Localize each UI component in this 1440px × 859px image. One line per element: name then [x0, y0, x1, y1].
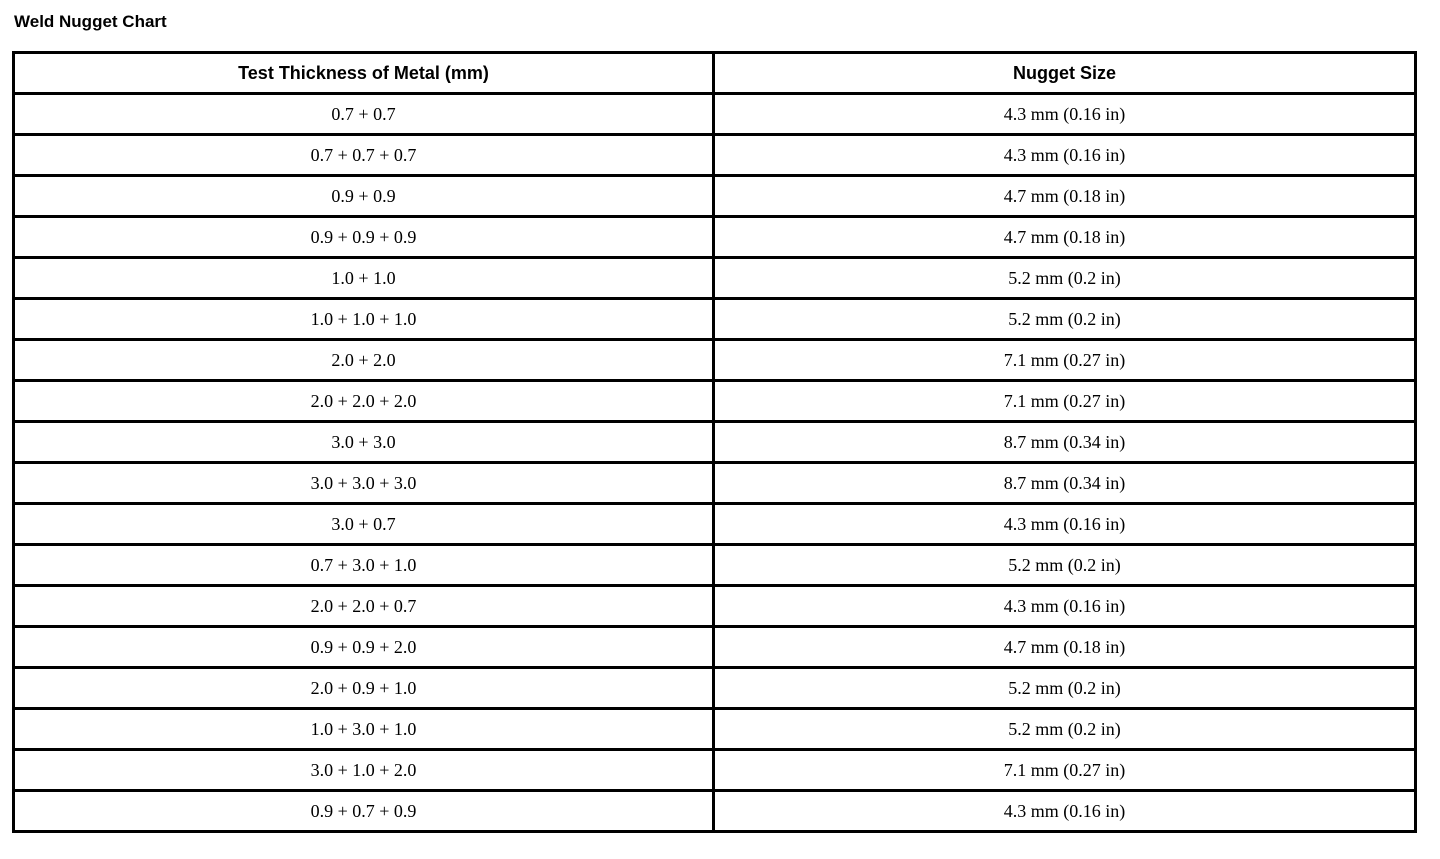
table-row — [14, 709, 1416, 750]
cell-test-thickness: 0.9 + 0.9 + 2.0 — [14, 627, 714, 668]
cell-nugget-size: 4.3 mm (0.16 in) — [714, 791, 1416, 832]
cell-nugget-size: 4.3 mm (0.16 in) — [714, 94, 1416, 135]
table-row — [14, 340, 1416, 381]
table-row — [14, 217, 1416, 258]
column-header-nugget-size: Nugget Size — [714, 53, 1416, 94]
cell-test-thickness: 1.0 + 1.0 — [14, 258, 714, 299]
cell-nugget-size: 5.2 mm (0.2 in) — [714, 299, 1416, 340]
cell-test-thickness: 0.9 + 0.9 + 0.9 — [14, 217, 714, 258]
table-row — [14, 422, 1416, 463]
cell-test-thickness: 1.0 + 1.0 + 1.0 — [14, 299, 714, 340]
cell-test-thickness: 2.0 + 2.0 + 0.7 — [14, 586, 714, 627]
cell-nugget-size: 4.3 mm (0.16 in) — [714, 586, 1416, 627]
page-title: Weld Nugget Chart — [14, 12, 167, 31]
cell-test-thickness: 2.0 + 2.0 — [14, 340, 714, 381]
cell-nugget-size: 4.7 mm (0.18 in) — [714, 176, 1416, 217]
cell-nugget-size: 8.7 mm (0.34 in) — [714, 422, 1416, 463]
table-row — [14, 258, 1416, 299]
table-row — [14, 668, 1416, 709]
cell-test-thickness: 0.9 + 0.7 + 0.9 — [14, 791, 714, 832]
cell-test-thickness: 3.0 + 1.0 + 2.0 — [14, 750, 714, 791]
table-row — [14, 176, 1416, 217]
cell-nugget-size: 7.1 mm (0.27 in) — [714, 750, 1416, 791]
cell-nugget-size: 7.1 mm (0.27 in) — [714, 340, 1416, 381]
cell-test-thickness: 0.7 + 0.7 — [14, 94, 714, 135]
table-row — [14, 135, 1416, 176]
table-header-row — [14, 53, 1416, 94]
cell-nugget-size: 7.1 mm (0.27 in) — [714, 381, 1416, 422]
cell-test-thickness: 2.0 + 2.0 + 2.0 — [14, 381, 714, 422]
table-row — [14, 545, 1416, 586]
cell-test-thickness: 2.0 + 0.9 + 1.0 — [14, 668, 714, 709]
cell-test-thickness: 0.7 + 0.7 + 0.7 — [14, 135, 714, 176]
table-row — [14, 791, 1416, 832]
cell-nugget-size: 5.2 mm (0.2 in) — [714, 258, 1416, 299]
cell-nugget-size: 4.7 mm (0.18 in) — [714, 217, 1416, 258]
cell-nugget-size: 4.3 mm (0.16 in) — [714, 504, 1416, 545]
cell-test-thickness: 3.0 + 3.0 — [14, 422, 714, 463]
cell-nugget-size: 5.2 mm (0.2 in) — [714, 668, 1416, 709]
cell-nugget-size: 4.3 mm (0.16 in) — [714, 135, 1416, 176]
weld-nugget-table — [12, 51, 1417, 833]
cell-nugget-size: 5.2 mm (0.2 in) — [714, 545, 1416, 586]
table-row — [14, 381, 1416, 422]
cell-test-thickness: 3.0 + 0.7 — [14, 504, 714, 545]
table-row — [14, 299, 1416, 340]
cell-test-thickness: 3.0 + 3.0 + 3.0 — [14, 463, 714, 504]
cell-test-thickness: 0.9 + 0.9 — [14, 176, 714, 217]
cell-nugget-size: 5.2 mm (0.2 in) — [714, 709, 1416, 750]
cell-test-thickness: 1.0 + 3.0 + 1.0 — [14, 709, 714, 750]
table-header — [14, 53, 1416, 94]
cell-nugget-size: 4.7 mm (0.18 in) — [714, 627, 1416, 668]
table-row — [14, 627, 1416, 668]
table-body — [14, 94, 1416, 832]
column-header-test-thickness: Test Thickness of Metal (mm) — [14, 53, 714, 94]
table-row — [14, 463, 1416, 504]
cell-test-thickness: 0.7 + 3.0 + 1.0 — [14, 545, 714, 586]
table-row — [14, 750, 1416, 791]
cell-nugget-size: 8.7 mm (0.34 in) — [714, 463, 1416, 504]
table-row — [14, 504, 1416, 545]
table-row — [14, 586, 1416, 627]
table-row — [14, 94, 1416, 135]
